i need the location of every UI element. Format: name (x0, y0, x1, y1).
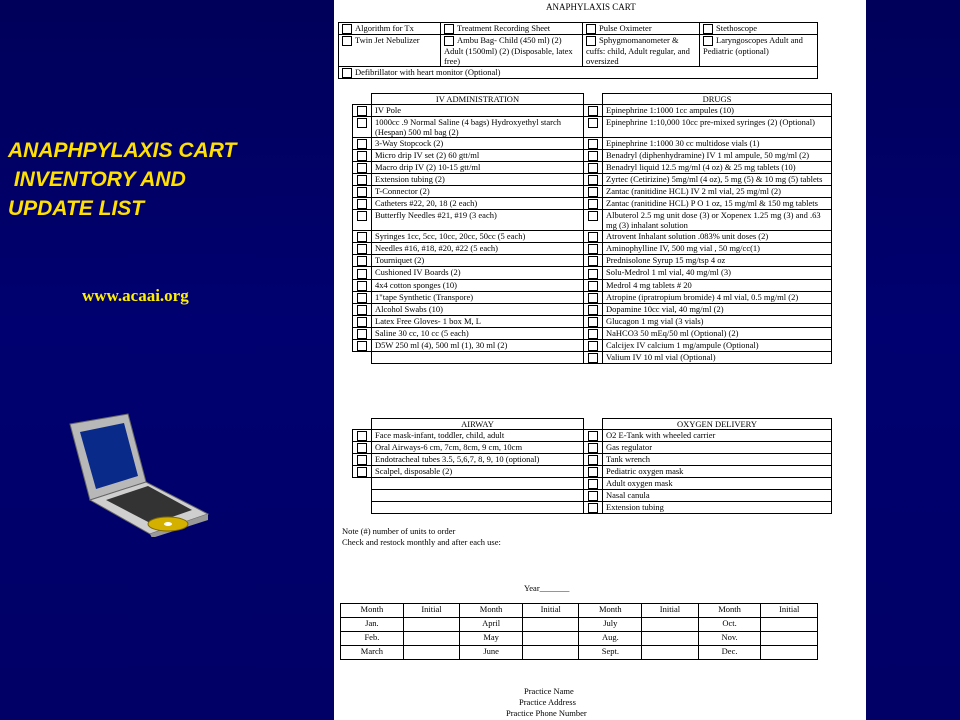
cart-item: Twin Jet Nebulizer (339, 35, 441, 67)
checkbox-icon[interactable] (588, 329, 598, 339)
log-header: Month (341, 604, 404, 618)
iv-row (353, 267, 832, 279)
iv-row (353, 339, 832, 351)
item-right: Atropine (ipratropium bromide) 4 ml vial, 0.5 mg/ml (2) (603, 291, 832, 303)
checkbox-icon[interactable] (588, 244, 598, 254)
item-right: Epinephrine 1:1000 30 cc multidose vials (1) (603, 138, 832, 150)
month-cell: July (579, 618, 642, 632)
initial-cell[interactable] (403, 632, 459, 646)
checkbox-icon[interactable] (588, 293, 598, 303)
checkbox-icon[interactable] (342, 68, 352, 78)
cart-item: Sphygmomanometer & cuffs: child, Adult regular, and oversized (583, 35, 700, 67)
log-header: Month (460, 604, 523, 618)
log-header-row (341, 604, 818, 618)
checkbox-icon[interactable] (588, 151, 598, 161)
item-right: Nasal canula (603, 490, 832, 502)
checkbox-icon[interactable] (357, 232, 367, 242)
checkbox-icon[interactable] (588, 467, 598, 477)
checkbox-icon[interactable] (357, 244, 367, 254)
item-right: Zyrtec (Cetirizine) 5mg/ml (4 oz), 5 mg (5) & 10 mg (5) tablets (603, 174, 832, 186)
checkbox-icon[interactable] (588, 503, 598, 513)
checkbox-icon[interactable] (588, 118, 598, 128)
airway-row (353, 478, 832, 490)
item-right: Atrovent Inhalant solution .083% unit doses (2) (603, 231, 832, 243)
initial-cell[interactable] (403, 646, 459, 660)
checkbox-icon[interactable] (588, 479, 598, 489)
iv-row (353, 162, 832, 174)
item-right: Adult oxygen mask (603, 478, 832, 490)
drugs-header: DRUGS (603, 94, 832, 105)
initial-cell[interactable] (642, 632, 698, 646)
item-left: Syringes 1cc, 5cc, 10cc, 20cc, 50cc (5 each) (372, 231, 584, 243)
initial-cell[interactable] (522, 632, 578, 646)
restock-log-table (340, 603, 818, 660)
checkbox-icon[interactable] (588, 269, 598, 279)
item-right: Aminophylline IV, 500 mg vial , 50 mg/cc(1) (603, 243, 832, 255)
item-left: Extension tubing (2) (372, 174, 584, 186)
checkbox-icon[interactable] (357, 187, 367, 197)
cart-item: Treatment Recording Sheet (441, 23, 583, 35)
footer-line: Practice Name (524, 686, 574, 696)
checkbox-icon[interactable] (357, 341, 367, 351)
airway-row (353, 454, 832, 466)
item-right: Gas regulator (603, 442, 832, 454)
item-left (372, 490, 584, 502)
cart-items-table (338, 22, 818, 79)
checkbox-icon[interactable] (588, 139, 598, 149)
iv-drugs-table (352, 93, 832, 364)
checkbox-icon[interactable] (357, 118, 367, 128)
cart-item: Defibrillator with heart monitor (Optional) (339, 67, 818, 79)
item-right: Zantac (ranitidine HCL) P O 1 oz, 15 mg/ml & 150 mg tablets (603, 198, 832, 210)
cart-item: Stethoscope (700, 23, 818, 35)
item-right: Prednisolone Syrup 15 mg/tsp 4 oz (603, 255, 832, 267)
item-left: Endotracheal tubes 3.5, 5,6,7, 8, 9, 10 (optional) (372, 454, 584, 466)
item-right: Extension tubing (603, 502, 832, 514)
item-left: D5W 250 ml (4), 500 ml (1), 30 ml (2) (372, 339, 584, 351)
item-left: Latex Free Gloves- 1 box M, L (372, 315, 584, 327)
checkbox-icon[interactable] (588, 187, 598, 197)
item-left: 3-Way Stopcock (2) (372, 138, 584, 150)
year-label: Year_______ (524, 583, 570, 593)
checkbox-icon[interactable] (588, 256, 598, 266)
item-left (372, 351, 584, 363)
item-right: NaHCO3 50 mEq/50 ml (Optional) (2) (603, 327, 832, 339)
month-cell: March (341, 646, 404, 660)
oxygen-header: OXYGEN DELIVERY (603, 419, 832, 430)
checkbox-icon[interactable] (357, 467, 367, 477)
title-line: INVENTORY AND (8, 168, 186, 191)
checkbox-icon[interactable] (588, 199, 598, 209)
month-cell: Aug. (579, 632, 642, 646)
checkbox-icon[interactable] (588, 163, 598, 173)
item-right: Valium IV 10 ml vial (Optional) (603, 351, 832, 363)
document-heading: ANAPHYLAXIS CART (546, 2, 636, 12)
month-cell: May (460, 632, 523, 646)
month-cell: April (460, 618, 523, 632)
iv-row (353, 279, 832, 291)
item-left: T-Connector (2) (372, 186, 584, 198)
checkbox-icon[interactable] (357, 211, 367, 221)
initial-cell[interactable] (642, 646, 698, 660)
month-cell: Jan. (341, 618, 404, 632)
checkbox-icon[interactable] (588, 341, 598, 351)
checkbox-icon[interactable] (357, 329, 367, 339)
cart-item: Algorithm for Tx (339, 23, 441, 35)
checkbox-icon[interactable] (588, 305, 598, 315)
log-row (341, 632, 818, 646)
item-left: Needles #16, #18, #20, #22 (5 each) (372, 243, 584, 255)
item-right: Glucagon 1 mg vial (3 vials) (603, 315, 832, 327)
footer-line: Practice Phone Number (506, 708, 587, 718)
iv-row (353, 327, 832, 339)
checkbox-icon[interactable] (357, 443, 367, 453)
iv-row (353, 138, 832, 150)
checkbox-icon[interactable] (588, 317, 598, 327)
airway-row (353, 502, 832, 514)
month-cell: Nov. (698, 632, 761, 646)
month-cell: June (460, 646, 523, 660)
checkbox-icon[interactable] (357, 305, 367, 315)
checkbox-icon[interactable] (588, 211, 598, 221)
item-left: Scalpel, disposable (2) (372, 466, 584, 478)
cart-item: Ambu Bag- Child (450 ml) (2) Adult (1500ml) (2) (Disposable, latex free) (441, 35, 583, 67)
airway-oxygen-table (352, 418, 832, 514)
item-left (372, 502, 584, 514)
checkbox-icon[interactable] (357, 256, 367, 266)
log-row (341, 646, 818, 660)
item-left: 4x4 cotton sponges (10) (372, 279, 584, 291)
checkbox-icon[interactable] (588, 281, 598, 291)
initial-cell[interactable] (761, 618, 818, 632)
item-right: Pediatric oxygen mask (603, 466, 832, 478)
item-left: IV Pole (372, 105, 584, 117)
iv-row (353, 303, 832, 315)
log-header: Initial (403, 604, 459, 618)
initial-cell[interactable] (642, 618, 698, 632)
item-right: Dopamine 10cc vial, 40 mg/ml (2) (603, 303, 832, 315)
inventory-document (334, 0, 866, 720)
item-right: O2 E-Tank with wheeled carrier (603, 430, 832, 442)
note-text: Note (#) number of units to order (342, 526, 456, 536)
checkbox-icon[interactable] (588, 232, 598, 242)
checkbox-icon[interactable] (357, 431, 367, 441)
iv-header: IV ADMINISTRATION (372, 94, 584, 105)
iv-row (353, 243, 832, 255)
iv-row (353, 198, 832, 210)
initial-cell[interactable] (522, 646, 578, 660)
airway-header: AIRWAY (372, 419, 584, 430)
iv-row (353, 291, 832, 303)
month-cell: Feb. (341, 632, 404, 646)
item-left: Oral Airways-6 cm, 7cm, 8cm, 9 cm, 10cm (372, 442, 584, 454)
slide-title (8, 136, 328, 223)
item-left: Micro drip IV set (2) 60 gtt/ml (372, 150, 584, 162)
airway-row (353, 490, 832, 502)
checkbox-icon[interactable] (357, 139, 367, 149)
initial-cell[interactable] (761, 632, 818, 646)
cart-item: Laryngoscopes Adult and Pediatric (optional) (700, 35, 818, 67)
checkbox-icon[interactable] (588, 491, 598, 501)
month-cell: Oct. (698, 618, 761, 632)
item-left: 1"tape Synthetic (Transpore) (372, 291, 584, 303)
checkbox-icon[interactable] (586, 36, 596, 46)
log-header: Month (698, 604, 761, 618)
month-cell: Dec. (698, 646, 761, 660)
item-right: Zantac (ranitidine HCL) IV 2 ml vial, 25 mg/ml (2) (603, 186, 832, 198)
checkbox-icon[interactable] (357, 293, 367, 303)
item-right: Benadryl (diphenhydramine) IV 1 ml ampule, 50 mg/ml (2) (603, 150, 832, 162)
iv-row (353, 150, 832, 162)
iv-row (353, 105, 832, 117)
item-left: Catheters #22, 20, 18 (2 each) (372, 198, 584, 210)
checkbox-icon[interactable] (357, 106, 367, 116)
checkbox-icon[interactable] (588, 175, 598, 185)
checkbox-icon[interactable] (357, 175, 367, 185)
checkbox-icon[interactable] (588, 431, 598, 441)
checkbox-icon[interactable] (588, 443, 598, 453)
airway-row (353, 430, 832, 442)
item-left (372, 478, 584, 490)
iv-row (353, 231, 832, 243)
item-right: Epinephrine 1:1000 1cc ampules (10) (603, 105, 832, 117)
item-right: Solu-Medrol 1 ml vial, 40 mg/ml (3) (603, 267, 832, 279)
iv-row (353, 174, 832, 186)
checkbox-icon[interactable] (357, 269, 367, 279)
log-header: Initial (642, 604, 698, 618)
month-cell: Sept. (579, 646, 642, 660)
item-left: 1000cc .9 Normal Saline (4 bags) Hydroxyethyl starch (Hespan) 500 ml bag (2) (372, 117, 584, 138)
checkbox-icon[interactable] (588, 353, 598, 363)
item-right: Epinephrine 1:10,000 10cc pre-mixed syringes (2) (Optional) (603, 117, 832, 138)
title-line: UPDATE LIST (8, 197, 145, 220)
checkbox-icon[interactable] (357, 151, 367, 161)
log-header: Initial (761, 604, 818, 618)
checkbox-icon[interactable] (357, 163, 367, 173)
initial-cell[interactable] (403, 618, 459, 632)
item-right: Calcijex IV calcium 1 mg/ampule (Optional) (603, 339, 832, 351)
item-left: Butterfly Needles #21, #19 (3 each) (372, 210, 584, 231)
checkbox-icon[interactable] (357, 317, 367, 327)
log-header: Month (579, 604, 642, 618)
iv-row (353, 351, 832, 363)
item-left: Cushioned IV Boards (2) (372, 267, 584, 279)
airway-row (353, 466, 832, 478)
iv-row (353, 186, 832, 198)
item-right: Benadryl liquid 12.5 mg/ml (4 oz) & 25 mg tablets (10) (603, 162, 832, 174)
item-left: Saline 30 cc, 10 cc (5 each) (372, 327, 584, 339)
website-link[interactable]: www.acaai.org (82, 286, 189, 305)
checkbox-icon[interactable] (703, 36, 713, 46)
iv-row (353, 255, 832, 267)
item-left: Tourniquet (2) (372, 255, 584, 267)
iv-row (353, 315, 832, 327)
checkbox-icon[interactable] (444, 24, 454, 34)
item-left: Macro drip IV (2) 10-15 gtt/ml (372, 162, 584, 174)
checkbox-icon[interactable] (357, 281, 367, 291)
checkbox-icon[interactable] (588, 106, 598, 116)
checkbox-icon[interactable] (357, 455, 367, 465)
title-line: ANAPHPYLAXIS CART (8, 139, 237, 162)
laptop-icon (68, 412, 213, 537)
item-left: Face mask-infant, toddler, child, adult (372, 430, 584, 442)
checkbox-icon[interactable] (588, 455, 598, 465)
checkbox-icon[interactable] (342, 24, 352, 34)
iv-row (353, 210, 832, 231)
checkbox-icon[interactable] (357, 199, 367, 209)
item-right: Albuterol 2.5 mg unit dose (3) or Xopenex 1.25 mg (3) and .63 mg (3) inhalant solution (603, 210, 832, 231)
footer-line: Practice Address (519, 697, 576, 707)
checkbox-icon[interactable] (444, 36, 454, 46)
checkbox-icon[interactable] (586, 24, 596, 34)
note-text: Check and restock monthly and after each use: (342, 537, 501, 547)
checkbox-icon[interactable] (703, 24, 713, 34)
log-header: Initial (522, 604, 578, 618)
checkbox-icon[interactable] (342, 36, 352, 46)
item-right: Tank wrench (603, 454, 832, 466)
initial-cell[interactable] (522, 618, 578, 632)
initial-cell[interactable] (761, 646, 818, 660)
item-right: Medrol 4 mg tablets # 20 (603, 279, 832, 291)
airway-row (353, 442, 832, 454)
log-row (341, 618, 818, 632)
item-left: Alcohol Swabs (10) (372, 303, 584, 315)
iv-row (353, 117, 832, 138)
cart-item: Pulse Oximeter (583, 23, 700, 35)
